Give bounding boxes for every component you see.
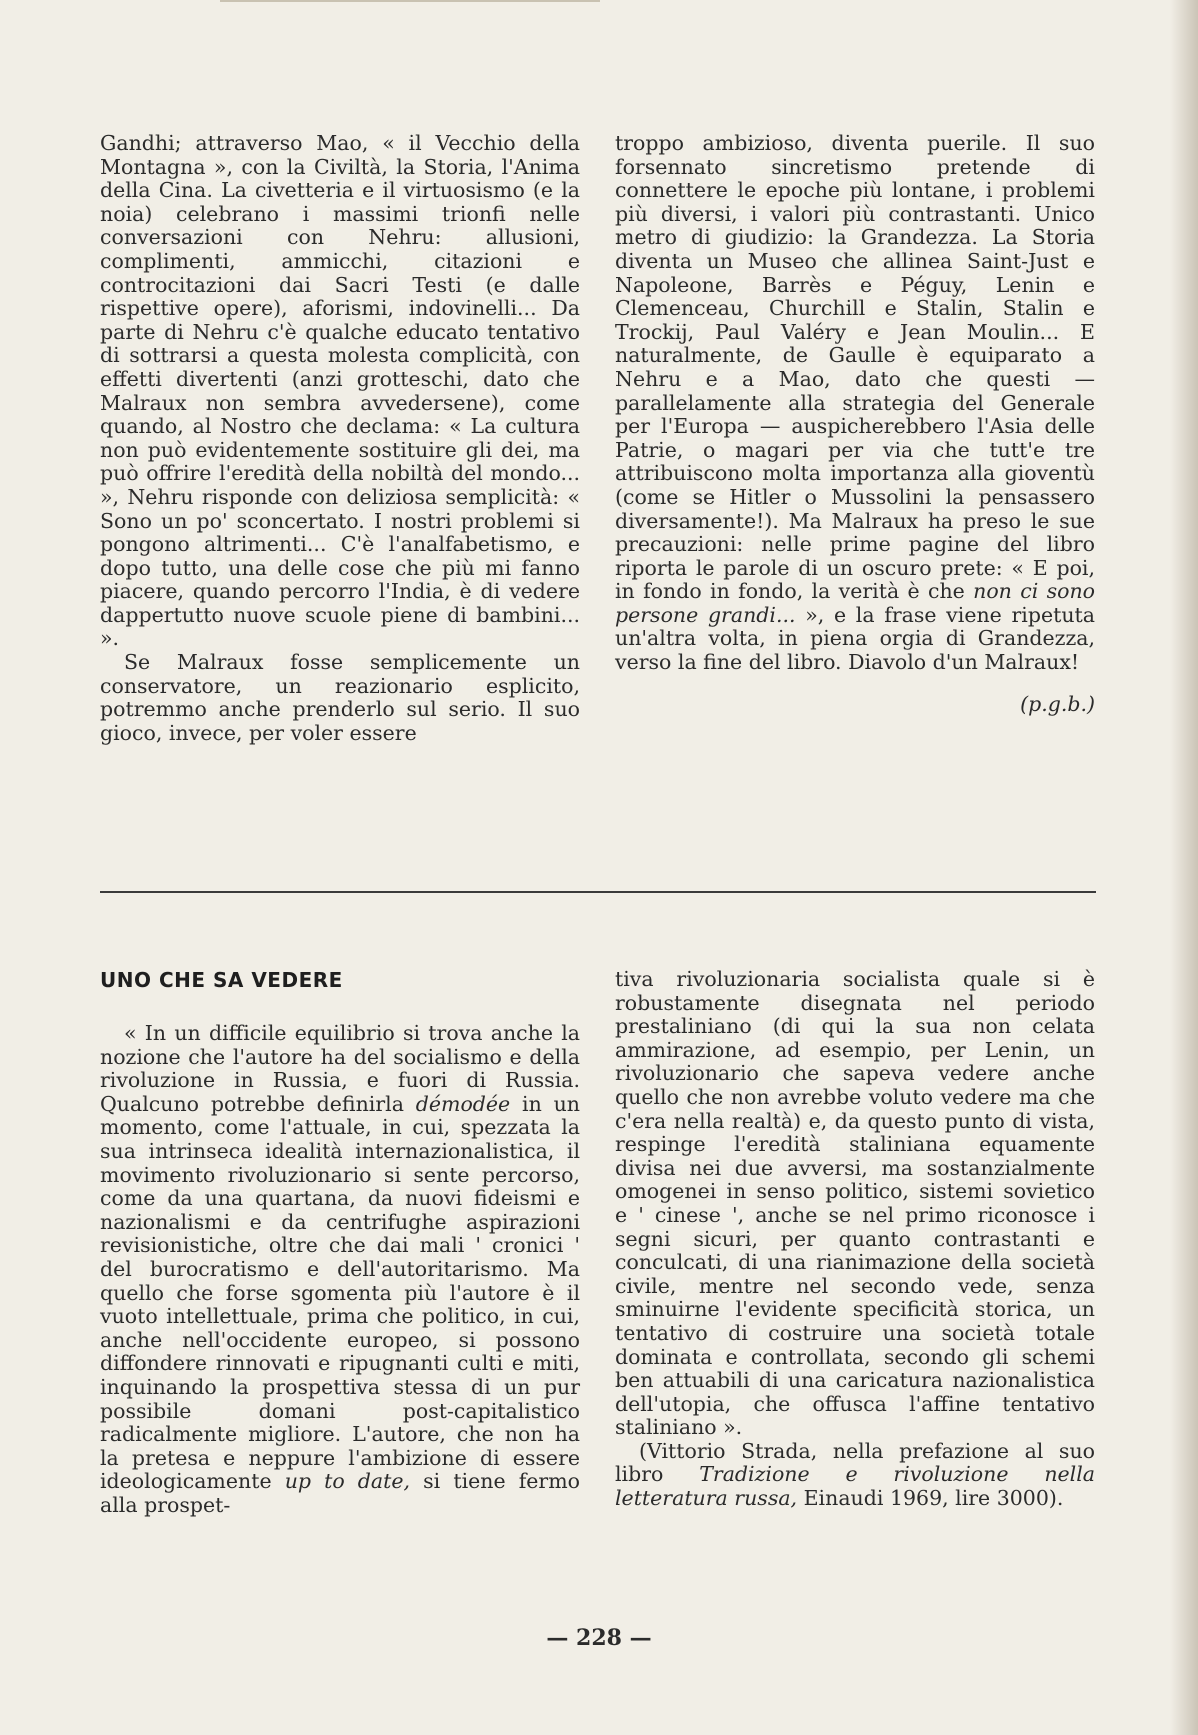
paragraph: Gandhi; attraverso Mao, « il Vecchio della Montagna », con la Civiltà, la Storia, l'Anima della Cina. La civetteria e il virtuosismo (e la noia) celebrano i massimi trionfi nelle conversazioni con Nehru: allusioni, complimenti, ammicchi, citazioni e controcitazioni dai Sacri Testi (e dalle rispettive opere), aforismi, indovinelli... Da parte di Nehru c'è qualche educato tentativo di sottrarsi a questa molesta complicità, con effetti divertenti (anzi grotteschi, dato che Malraux non sembra avvedersene), come quando, al Nostro che declama: « La cultura non può evidentemente sostituire gli dei, ma può offrire l'eredità della nobiltà del mondo... », Nehru risponde con deliziosa semplicità: « Sono un po' sconcertato. I nostri problemi si pongono altrimenti... C'è l'analfabetismo, e dopo tutto, una delle cose che più mi fanno piacere, quando percorro l'India, è di vedere dappertutto nuove scuole piene di bambini... ». (100, 131, 580, 651)
quote-continuation: tiva rivoluzionaria socialista quale si è robustamente disegnata nel periodo prestaliniano (di qui la sua non celata ammirazione, ad esempio, per Lenin, un rivoluzionario che sapeva vedere anche quello che non avrebbe voluto vedere ma che c'era nella realtà) e, da questo punto di vista, respinge l'eredità staliniana equamente divisa nei due avversi, ma sostanzialmente omogenei in senso politico, sistemi sovietico e ' cinese ', anche se nel primo riconosce i segni sicuri, per quanto contrastanti e conculcati, di una rianimazione della società civile, mentre nel secondo vede, senza sminuirne l'evidente specificità storica, un tentativo di costruire una società totale dominata e controllata, secondo gli schemi ben attuabili di una caricatura nazionalistica dell'utopia, che offusca l'affine tentativo staliniano ». (615, 967, 1095, 1440)
section-heading: UNO CHE SA VEDERE (100, 968, 343, 992)
quote-paragraph (100, 1022, 580, 1517)
paragraph: Se Malraux fosse semplicemente un conservatore, un reazionario esplicito, potremmo anche prenderlo sul serio. Il suo gioco, invece, per voler essere (100, 650, 580, 745)
top-edge-line (220, 0, 600, 2)
italic-word: démodée (415, 1091, 511, 1116)
text-run: si tiene fermo alla prospet- (100, 1469, 581, 1517)
author-initials: (p.g.b.) (1020, 691, 1095, 716)
text-run: », e la frase viene ripetuta un'altra volta, in piena orgia di Grandezza, verso la fine del libro. Diavolo d'un Malraux! (615, 602, 1095, 675)
top-left-column (100, 132, 580, 745)
page-number: — 228 — (546, 1625, 652, 1651)
text-run: troppo ambizioso, diventa puerile. Il suo forsennato sincretismo pretende di connettere le epoche più lontane, i problemi più diversi, i valori più contrastanti. Unico metro di giudizio: la Grandezza. La Storia diventa un Museo che allinea Saint-Just e Napoleone, Barrès e Péguy, Lenin e Clemenceau, Churchill e Stalin, Stalin e Trockij, Paul Valéry e Jean Moulin... E naturalmente, de Gaulle è equiparato a Nehru e a Mao, dato che questi — parallelamente alla strategia del Generale per l'Europa — auspicherebbero l'Asia delle Patrie, o magari per via che tutt'e tre attribuiscono molta importanza alla gioventù (come se Hitler o Mussolini la pensassero diversamente!). Ma Malraux ha preso le sue precauzioni: nelle prime pagine del libro riporta le parole di un oscuro prete: « E poi, in fondo in fondo, la verità è che (615, 131, 1095, 604)
page-edge-shadow (1170, 0, 1198, 1735)
bottom-left-column (100, 1022, 580, 1517)
italic-phrase: non ci sono persone grandi... (615, 579, 1095, 627)
italic-phrase: up to date, (284, 1469, 411, 1494)
section-divider (100, 891, 1096, 893)
paragraph (615, 132, 1095, 675)
bottom-right-column (615, 968, 1095, 1511)
text-run: in un momento, come l'attuale, in cui, spezzata la sua intrinseca idealità internazionalistica, il movimento rivoluzionario si sente percorso, come da una quartana, da nuovi fideismi e nazionalismi e da centrifughe aspirazioni revisionistiche, oltre che dai mali ' cronici ' del burocratismo e dell'autoritarismo. Ma quello che forse sgomenta più l'autore è il vuoto intellettuale, prima che politico, in cui, anche nell'occidente europeo, si possono diffondere rinnovati e ripugnanti culti e miti, inquinando la prospettiva stessa di un pur possibile domani post-capitalistico radicalmente migliore. L'autore, che non ha la pretesa e neppure l'ambizione di essere ideologicamente (100, 1091, 581, 1494)
text-run: « In un difficile equilibrio si trova anche la nozione che l'autore ha del socialismo e della rivoluzione in Russia, e fuori di Russia. Qualcuno potrebbe definirla (100, 1021, 580, 1116)
text-run: (Vittorio Strada, nella prefazione al suo libro (615, 1438, 1095, 1487)
top-right-column (615, 132, 1095, 716)
book-title: Tradizione e rivoluzione nella letteratura russa, (615, 1462, 1095, 1511)
source-citation (615, 1440, 1095, 1511)
text-run: Einaudi 1969, lire 3000). (797, 1486, 1064, 1511)
